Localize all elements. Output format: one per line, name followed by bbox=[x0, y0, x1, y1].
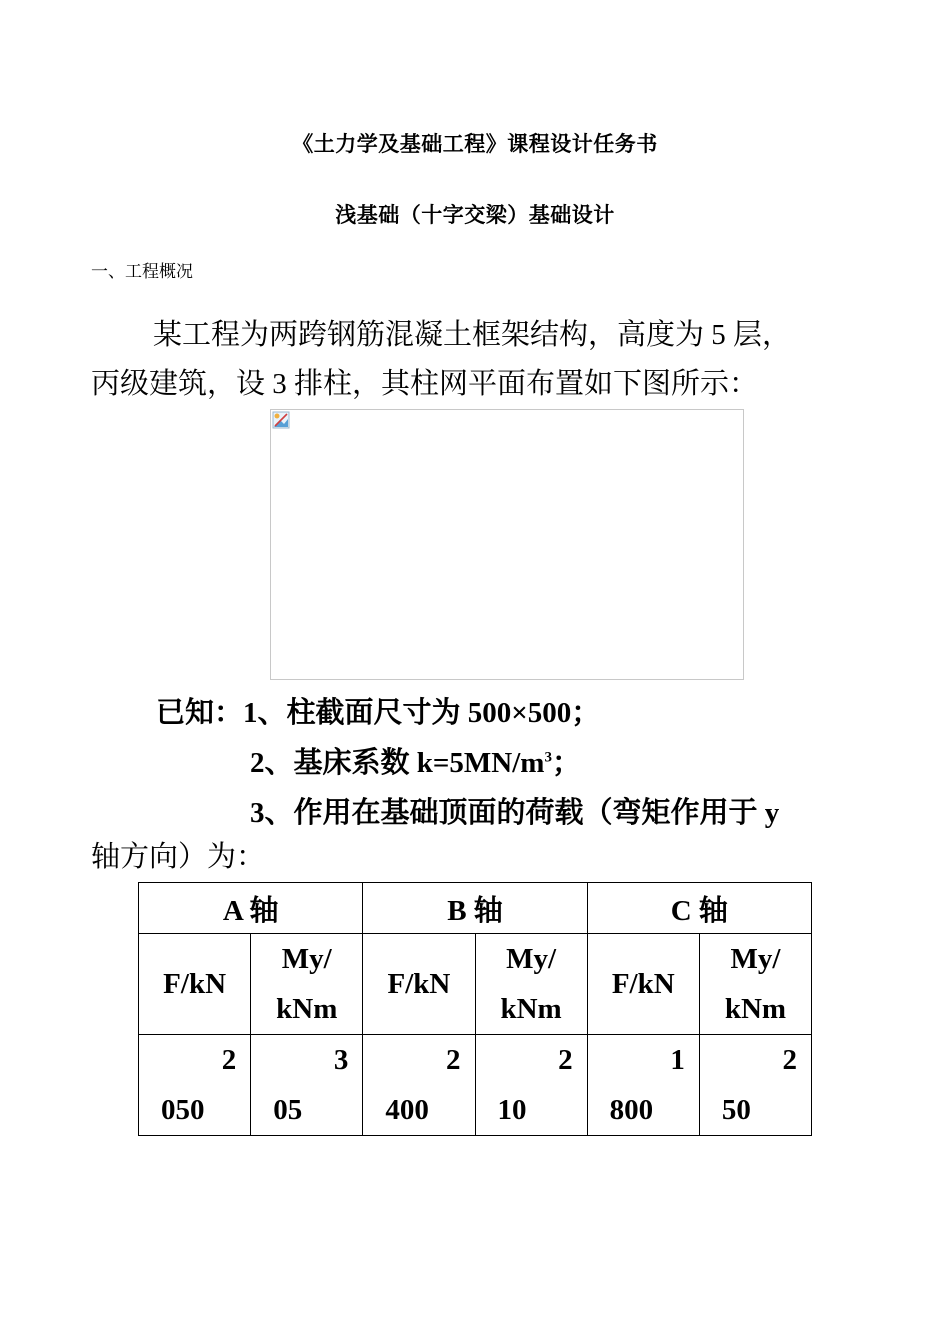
col-header-c-my: My/ kNm bbox=[699, 934, 811, 1035]
axis-a-header: A 轴 bbox=[139, 883, 363, 934]
table-subheader-row bbox=[139, 934, 812, 1035]
intro-line-1: 某工程为两跨钢筋混凝土框架结构，高度为 5 层， bbox=[153, 319, 792, 351]
table-header-row bbox=[139, 883, 812, 934]
col-header-c-f: F/kN bbox=[587, 934, 699, 1035]
known-item-2-sup: 3 bbox=[544, 749, 552, 766]
known-item-1 bbox=[156, 690, 600, 731]
col-header-b-my: My/ kNm bbox=[475, 934, 587, 1035]
known-prefix: 已知： bbox=[156, 697, 244, 729]
known-item-3-line-2: 轴方向）为： bbox=[91, 841, 266, 873]
col-header-b-f: F/kN bbox=[363, 934, 475, 1035]
known-item-3-line-1: 3、作用在基础顶面的荷载（弯矩作用于 y bbox=[250, 797, 780, 829]
known-item-2-text: 2、基床系数 k=5MN/m bbox=[250, 747, 545, 779]
document-subtitle: 浅基础（十字交梁）基础设计 bbox=[335, 203, 615, 227]
col-header-a-f: F/kN bbox=[139, 934, 251, 1035]
axis-b-header: B 轴 bbox=[363, 883, 587, 934]
cell-a-my: 3 05 bbox=[251, 1035, 363, 1136]
load-table bbox=[138, 882, 812, 1136]
cell-a-f: 2 050 bbox=[139, 1035, 251, 1136]
cell-c-f: 1 800 bbox=[587, 1035, 699, 1136]
col-header-a-my: My/ kNm bbox=[251, 934, 363, 1035]
column-grid-figure bbox=[270, 409, 744, 680]
broken-image-icon bbox=[272, 411, 290, 429]
axis-c-header: C 轴 bbox=[587, 883, 811, 934]
intro-paragraph bbox=[91, 311, 871, 409]
cell-c-my: 2 50 bbox=[699, 1035, 811, 1136]
intro-line-2: 丙级建筑，设 3 排柱，其柱网平面布置如下图所示： bbox=[91, 368, 759, 400]
cell-b-my: 2 10 bbox=[475, 1035, 587, 1136]
known-item-2-post: ； bbox=[551, 747, 581, 779]
cell-b-f: 2 400 bbox=[363, 1035, 475, 1136]
section-heading: 一、工程概况 bbox=[91, 262, 193, 282]
document-title: 《土力学及基础工程》课程设计任务书 bbox=[292, 132, 658, 156]
known-item-2 bbox=[250, 740, 581, 781]
table-row bbox=[139, 1035, 812, 1136]
known-item-1-text: 1、柱截面尺寸为 500×500； bbox=[243, 697, 601, 729]
